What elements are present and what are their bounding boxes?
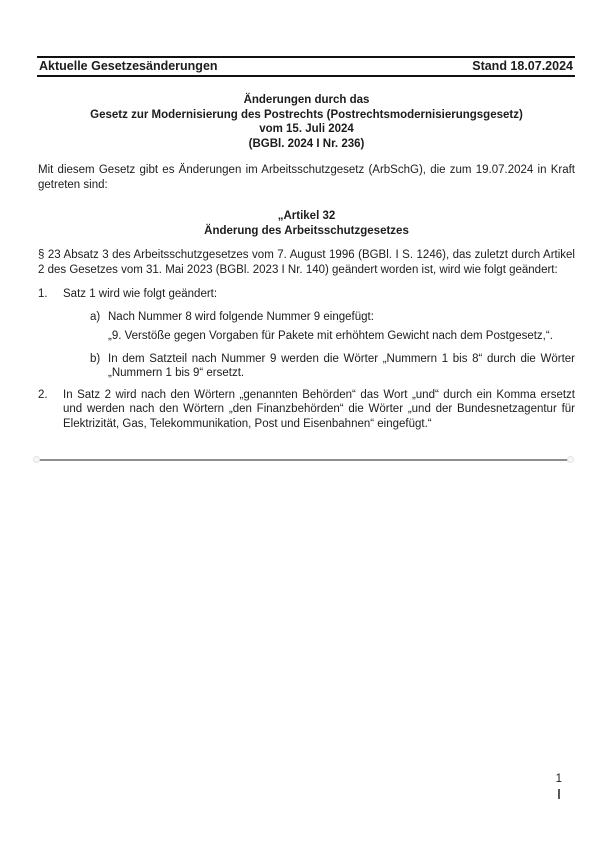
amendment-list — [38, 287, 575, 431]
list-item-1-text: Satz 1 wird wie folgt geändert: — [63, 288, 218, 300]
horizontal-rule-object[interactable] — [37, 459, 570, 461]
sub-item-b-text: In dem Satzteil nach Nummer 9 werden die Wörter „Nummern 1 bis 8“ durch die Wörter „Nummern 1 bis 9“ ersetzt. — [108, 352, 575, 379]
article-title: Änderung des Arbeitsschutzgesetzes — [204, 225, 409, 237]
header-title: Aktuelle Gesetzesänderungen — [39, 59, 218, 73]
article-heading — [38, 209, 575, 239]
sub-item-a-quote: „9. Verstöße gegen Vorgaben für Pakete mit erhöhtem Gewicht nach dem Postgesetz,“. — [108, 330, 553, 342]
title-line-3: vom 15. Juli 2024 — [259, 123, 354, 135]
intro-paragraph: Mit diesem Gesetz gibt es Änderungen im Arbeitsschutzgesetz (ArbSchG), die zum 19.07.2024 in Kraft getreten sind: — [38, 164, 575, 191]
sub-item-b — [90, 352, 575, 381]
list-item-1-number: 1. — [38, 288, 48, 300]
sub-item-a-letter: a) — [90, 310, 101, 323]
sub-item-a-text: Nach Nummer 8 wird folgende Nummer 9 eingefügt: — [108, 310, 374, 323]
list-item-2-number: 2. — [38, 388, 48, 401]
list-item-2-text: In Satz 2 wird nach den Wörtern „genannten Behörden“ das Wort „und“ durch ein Komma ersetzt und werden nach den Wörtern „den Finanzbehörden“ die Wörter „und der Bundesnetzagentur für Elektrizität, Gas, Telekommunikation, Post und Eisenbahnen“ eingefügt.“ — [63, 388, 575, 430]
document-body — [38, 0, 575, 431]
title-line-2: Gesetz zur Modernisierung des Postrechts (Postrechtsmodernisierungsgesetz) — [90, 108, 523, 121]
page-number: 1 — [555, 773, 562, 785]
selection-handle-left-icon[interactable] — [33, 456, 40, 463]
list-item-2 — [38, 388, 575, 432]
selection-handle-right-icon[interactable] — [567, 456, 574, 463]
sub-item-a — [90, 310, 575, 344]
title-line-1: Änderungen durch das — [243, 94, 370, 106]
title-line-4: (BGBl. 2024 I Nr. 236) — [248, 137, 365, 150]
list-item-1 — [38, 287, 575, 381]
text-cursor-mark — [558, 789, 560, 799]
section-intro-paragraph: § 23 Absatz 3 des Arbeitsschutzgesetzes vom 7. August 1996 (BGBl. I S. 1246), das zuletzt durch Artikel 2 des Gesetzes vom 31. Mai 2023 (BGBl. 2023 I Nr. 140) geändert worden ist, wird wie folgt geändert: — [38, 249, 575, 276]
header-date: Stand 18.07.2024 — [472, 59, 573, 73]
document-title — [38, 93, 575, 151]
sub-item-b-letter: b) — [90, 352, 101, 365]
article-number: „Artikel 32 — [277, 210, 336, 222]
